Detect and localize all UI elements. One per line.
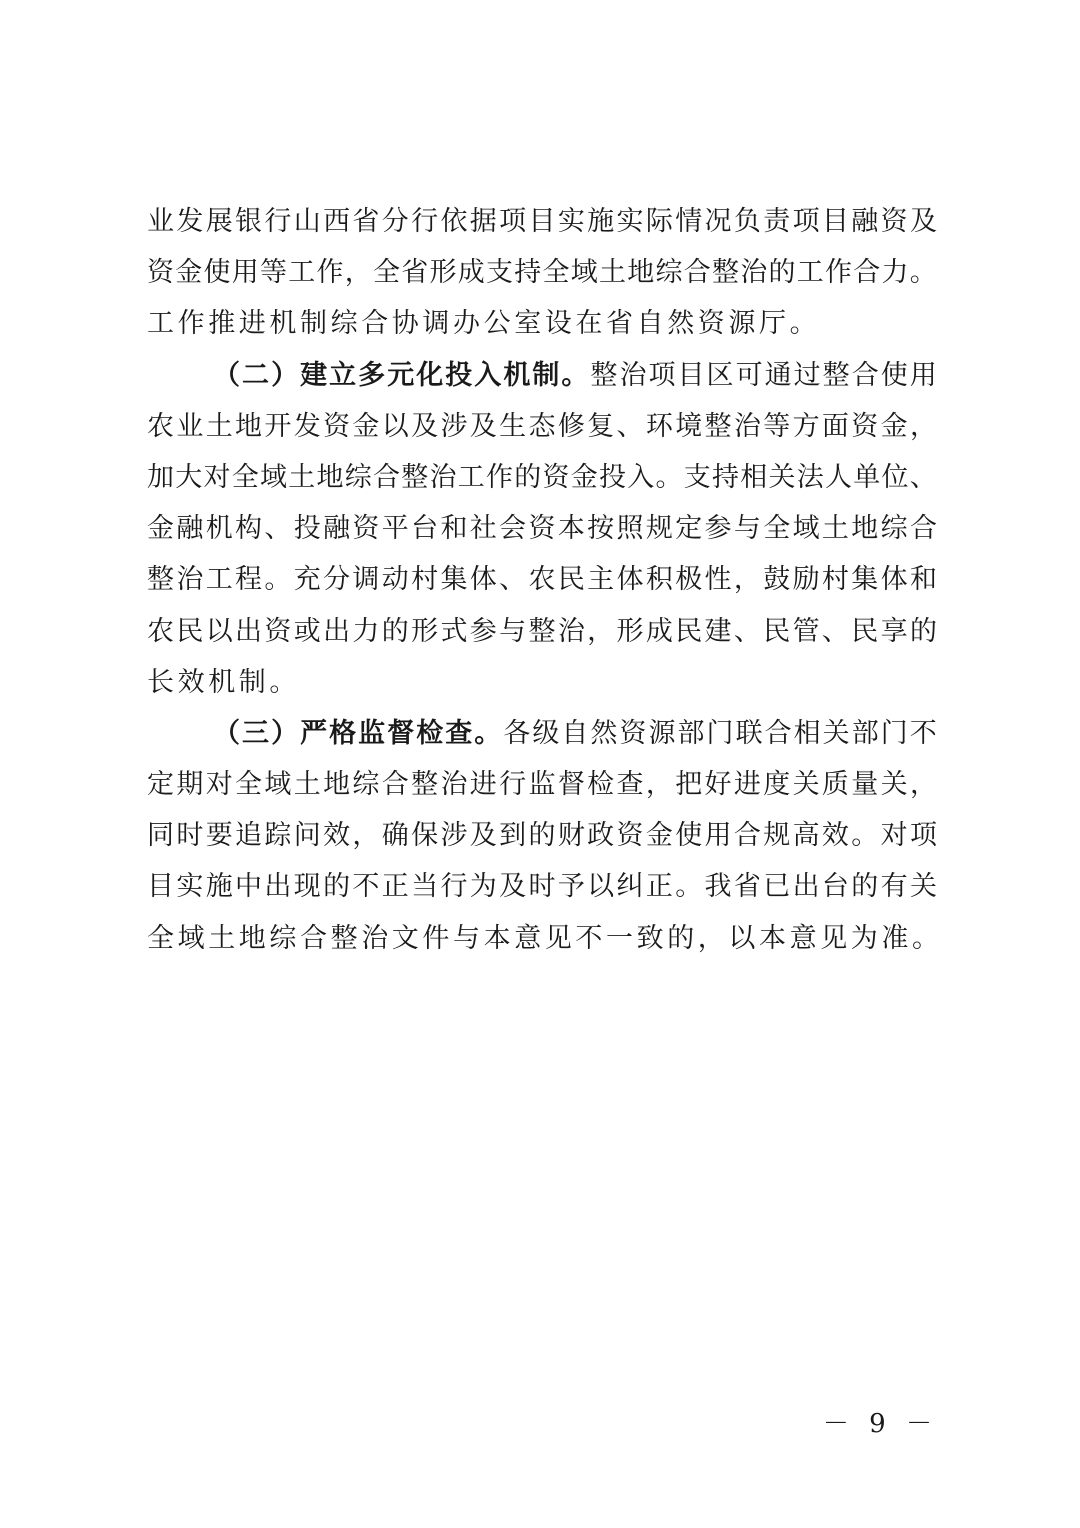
text-line: 定 期 对 全 域 土 地 综 合 整 治 进 行 监 督 检 查 ， 把 好 进 度 关 质 量 关 ， <box>147 769 937 801</box>
text-line: （ 二 ） 建 立 多 元 化 投 入 机 制 。 整 治 项 目 区 可 通 过 整 合 使 用 <box>213 359 937 391</box>
text-line: 全域土地综合整治文件与本意见不一致的，以本意见为准。 <box>147 922 943 954</box>
text-line: 农 民 以 出 资 或 出 力 的 形 式 参 与 整 治 ， 形 成 民 建 、 民 管 、 民 享 的 <box>147 615 937 647</box>
text-line: 工作推进机制综合协调办公室设在省自然资源厅。 <box>147 308 821 340</box>
text-line: 整 治 工 程 。 充 分 调 动 村 集 体 、 农 民 主 体 积 极 性 ， 鼓 励 村 集 体 和 <box>147 564 937 596</box>
text-line: 长效机制。 <box>147 666 300 698</box>
text-line: 农 业 土 地 开 发 资 金 以 及 涉 及 生 态 修 复 、 环 境 整 治 等 方 面 资 金 ， <box>147 410 937 442</box>
text-line: 资 金 使 用 等 工 作 ， 全 省 形 成 支 持 全 域 土 地 综 合 整 治 的 工 作 合 力 。 <box>147 257 937 289</box>
text-line: 金 融 机 构 、 投 融 资 平 台 和 社 会 资 本 按 照 规 定 参 与 全 域 土 地 综 合 <box>147 513 937 545</box>
text-line: 同 时 要 追 踪 问 效 ， 确 保 涉 及 到 的 财 政 资 金 使 用 合 规 高 效 。 对 项 <box>147 820 937 852</box>
text-line: （ 三 ） 严 格 监 督 检 查 。 各 级 自 然 资 源 部 门 联 合 相 关 部 门 不 <box>213 717 937 749</box>
body-text <box>147 196 943 964</box>
page-number: － 9 － <box>822 1409 938 1439</box>
text-line: 加 大 对 全 域 土 地 综 合 整 治 工 作 的 资 金 投 入 。 支 持 相 关 法 人 单 位 、 <box>147 461 937 493</box>
text-line: 业 发 展 银 行 山 西 省 分 行 依 据 项 目 实 施 实 际 情 况 负 责 项 目 融 资 及 <box>147 206 937 237</box>
text-line: 目 实 施 中 出 现 的 不 正 当 行 为 及 时 予 以 纠 正 。 我 省 已 出 台 的 有 关 <box>147 871 937 903</box>
